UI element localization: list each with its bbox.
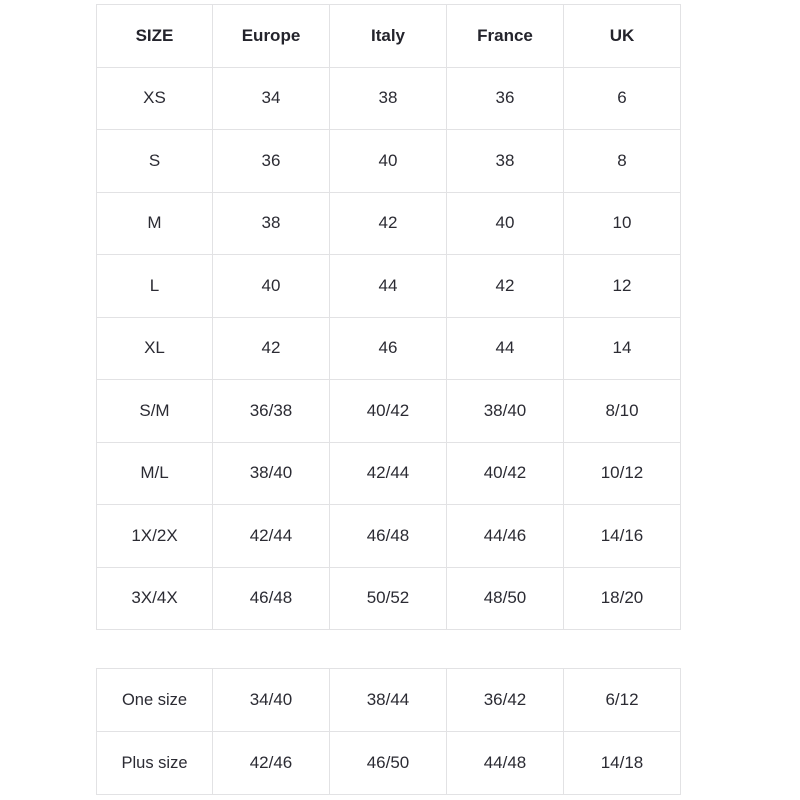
row-label: 1X/2X (97, 505, 213, 568)
cell-italy: 46/48 (330, 505, 447, 568)
table-row (97, 317, 681, 380)
column-header-france: France (447, 5, 564, 68)
cell-france: 38/40 (447, 380, 564, 443)
table-row (97, 380, 681, 443)
row-label: Plus size (97, 732, 213, 795)
cell-europe: 40 (213, 255, 330, 318)
cell-europe: 46/48 (213, 567, 330, 630)
cell-italy: 40 (330, 130, 447, 193)
row-label: One size (97, 669, 213, 732)
row-label: M/L (97, 442, 213, 505)
cell-france: 44/48 (447, 732, 564, 795)
cell-europe: 42/44 (213, 505, 330, 568)
table-row (97, 255, 681, 318)
cell-europe: 42 (213, 317, 330, 380)
cell-france: 36 (447, 67, 564, 130)
cell-italy: 40/42 (330, 380, 447, 443)
table-row (97, 669, 681, 732)
column-header-europe: Europe (213, 5, 330, 68)
cell-france: 40/42 (447, 442, 564, 505)
table-header (97, 5, 681, 68)
cell-uk: 6/12 (564, 669, 681, 732)
international-size-conversion-table (96, 4, 681, 630)
cell-europe: 36/38 (213, 380, 330, 443)
table-header-row (97, 5, 681, 68)
table-row (97, 192, 681, 255)
cell-europe: 34/40 (213, 669, 330, 732)
cell-uk: 18/20 (564, 567, 681, 630)
row-label: XL (97, 317, 213, 380)
cell-uk: 8/10 (564, 380, 681, 443)
table-row (97, 442, 681, 505)
cell-europe: 38/40 (213, 442, 330, 505)
cell-france: 44/46 (447, 505, 564, 568)
cell-uk: 14/18 (564, 732, 681, 795)
row-label: M (97, 192, 213, 255)
table-row (97, 130, 681, 193)
table-row (97, 732, 681, 795)
cell-italy: 50/52 (330, 567, 447, 630)
cell-uk: 10/12 (564, 442, 681, 505)
cell-italy: 38 (330, 67, 447, 130)
cell-france: 44 (447, 317, 564, 380)
one-size-table-container (96, 668, 680, 795)
one-size-plus-size-table (96, 668, 681, 795)
cell-italy: 46/50 (330, 732, 447, 795)
cell-france: 48/50 (447, 567, 564, 630)
cell-europe: 34 (213, 67, 330, 130)
cell-italy: 46 (330, 317, 447, 380)
cell-italy: 42 (330, 192, 447, 255)
cell-italy: 44 (330, 255, 447, 318)
table-row (97, 567, 681, 630)
cell-france: 40 (447, 192, 564, 255)
table-body (97, 67, 681, 630)
cell-uk: 14 (564, 317, 681, 380)
cell-france: 42 (447, 255, 564, 318)
table-row (97, 505, 681, 568)
column-header-uk: UK (564, 5, 681, 68)
cell-europe: 38 (213, 192, 330, 255)
row-label: S (97, 130, 213, 193)
main-size-table-container (96, 4, 680, 630)
cell-uk: 6 (564, 67, 681, 130)
cell-italy: 38/44 (330, 669, 447, 732)
row-label: 3X/4X (97, 567, 213, 630)
table-row (97, 67, 681, 130)
cell-uk: 12 (564, 255, 681, 318)
cell-france: 38 (447, 130, 564, 193)
table-body (97, 669, 681, 795)
column-header-italy: Italy (330, 5, 447, 68)
row-label: L (97, 255, 213, 318)
column-header-size: SIZE (97, 5, 213, 68)
row-label: S/M (97, 380, 213, 443)
cell-uk: 14/16 (564, 505, 681, 568)
cell-europe: 36 (213, 130, 330, 193)
cell-france: 36/42 (447, 669, 564, 732)
cell-europe: 42/46 (213, 732, 330, 795)
row-label: XS (97, 67, 213, 130)
cell-uk: 10 (564, 192, 681, 255)
cell-uk: 8 (564, 130, 681, 193)
cell-italy: 42/44 (330, 442, 447, 505)
